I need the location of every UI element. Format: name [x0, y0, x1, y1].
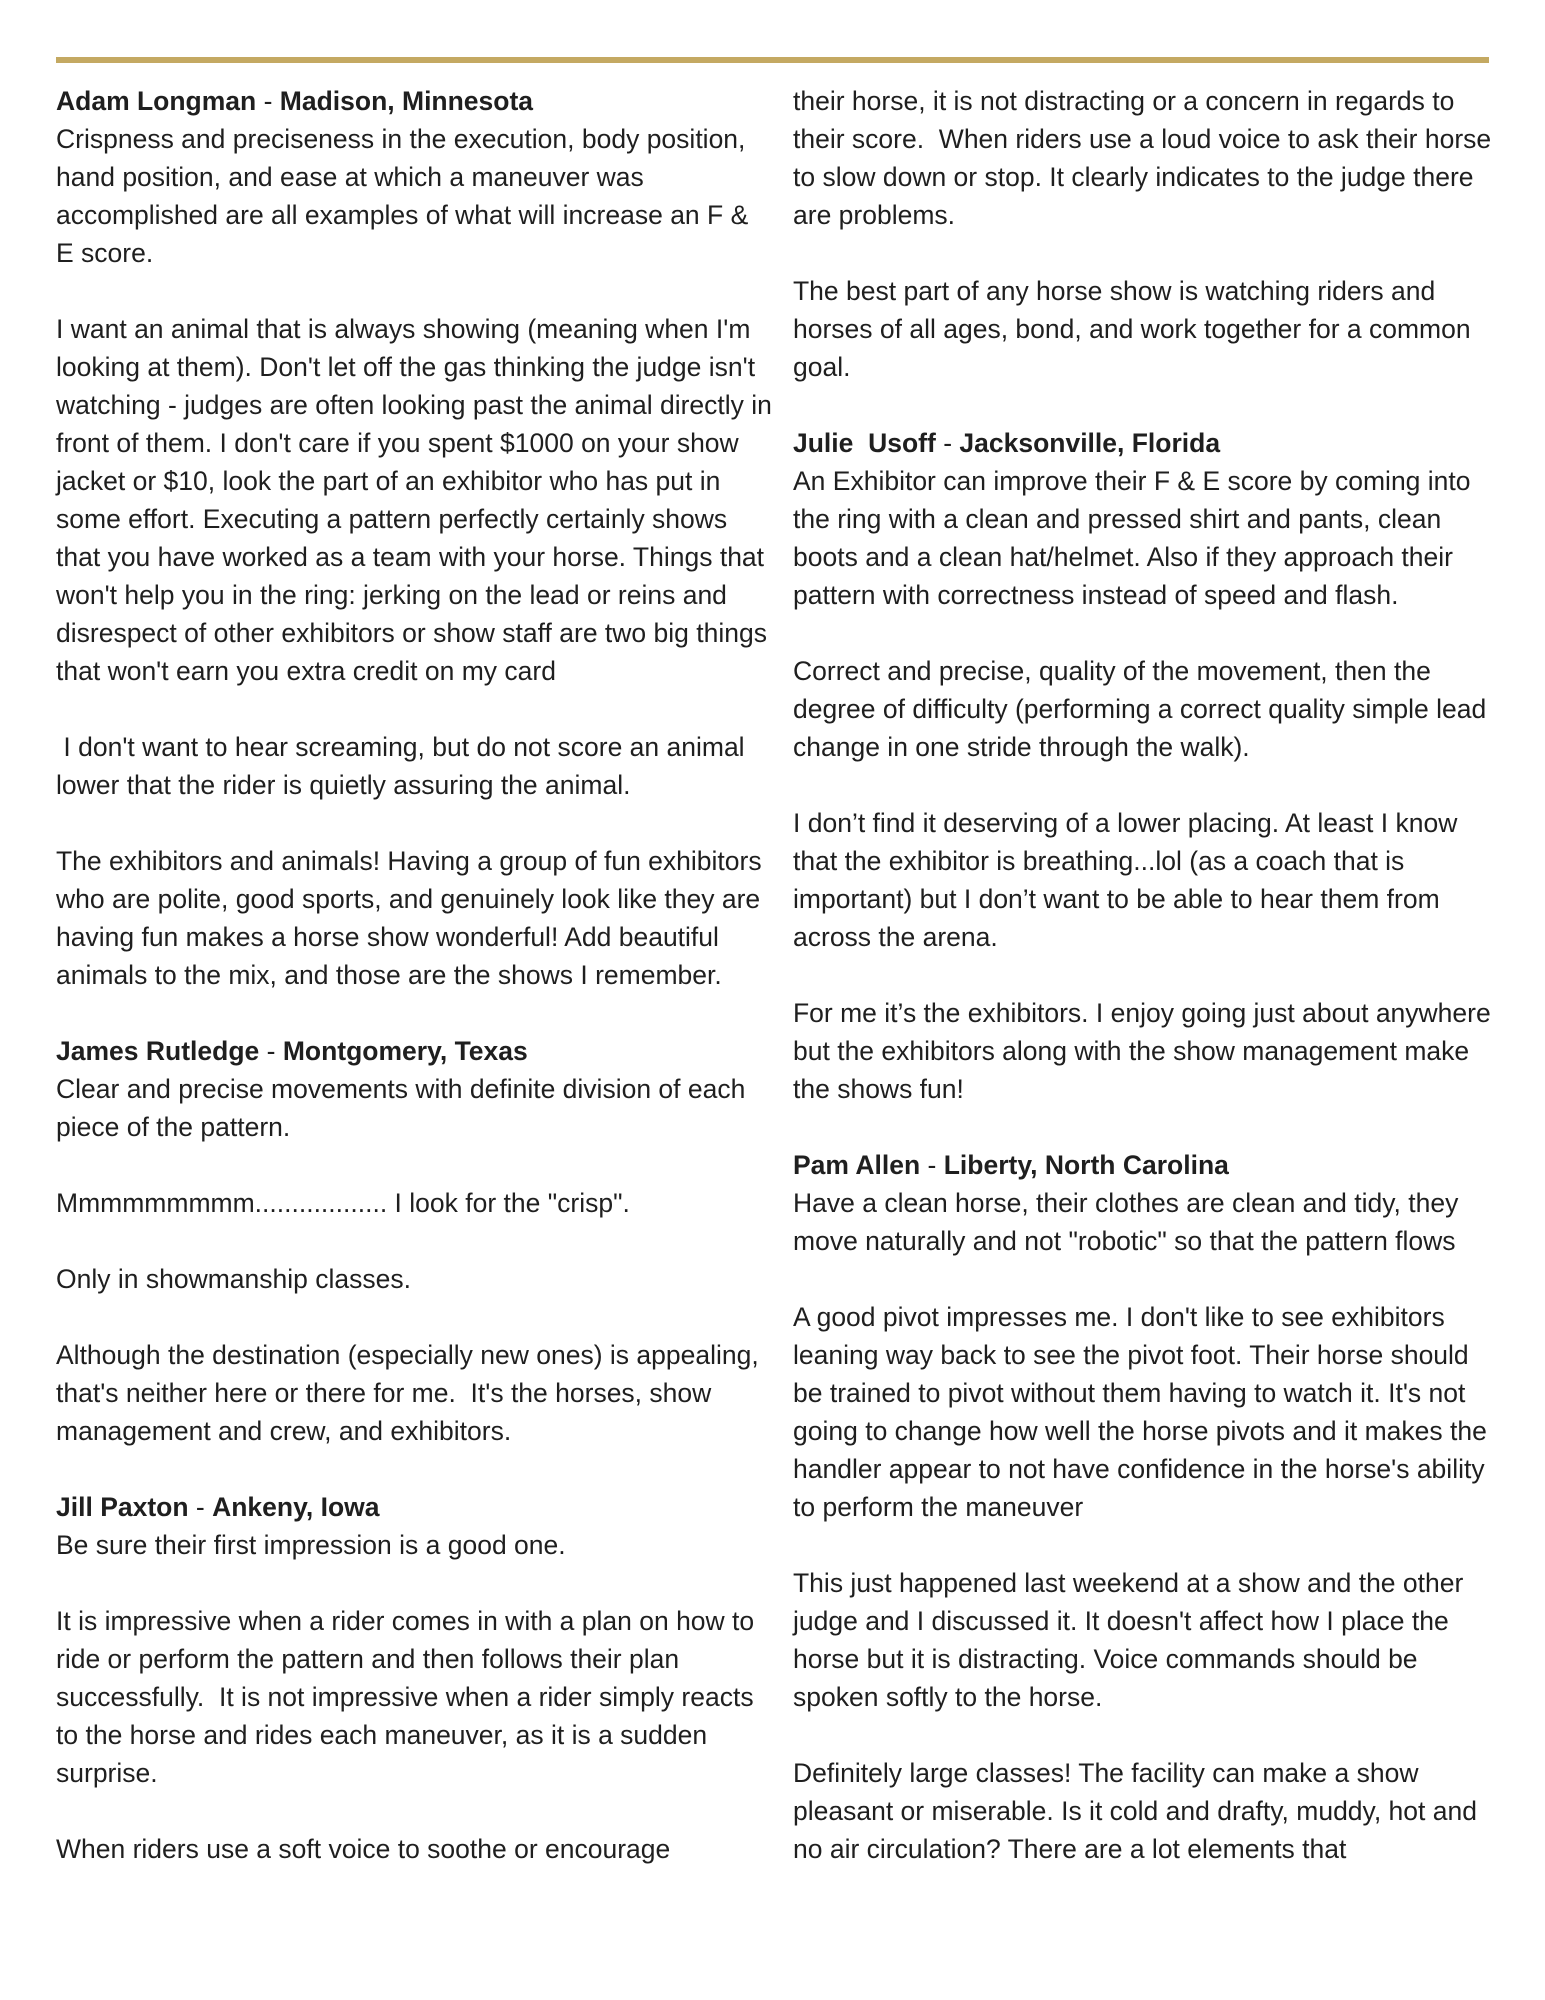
- right-column: [793, 82, 1499, 1906]
- continued-paragraph: The best part of any horse show is watching riders and horses of all ages, bond, and work together for a common goal.: [793, 276, 1478, 382]
- name-separator: -: [188, 1492, 213, 1522]
- judge-block: [56, 1032, 772, 1146]
- name-separator: -: [920, 1150, 944, 1180]
- answer-paragraph: A good pivot impresses me. I don't like to see exhibitors leaning way back to see the pivot foot. Their horse should be trained to pivot without them having to watch it. It's not going to change how well the horse pivots and it makes the handler appear to not have confidence in the horse's ability to perform the maneuver: [793, 1302, 1495, 1522]
- judge-location: Ankeny, Iowa: [212, 1492, 380, 1522]
- answer-paragraph: This just happened last weekend at a show and the other judge and I discussed it. It doesn't affect how I place the horse but it is distracting. Voice commands should be spoken softly to the horse.: [793, 1568, 1471, 1712]
- answer-paragraph: Only in showmanship classes.: [56, 1264, 411, 1294]
- judge-name: Pam Allen: [793, 1150, 921, 1180]
- answer-paragraph: I want an animal that is always showing (meaning when I'm looking at them). Don't let off the gas thinking the judge isn't watching - judges are often looking past the animal directly in front of them. I don't care if you spent $1000 on your show jacket or $10, look the part of an exhibitor who has put in some effort. Executing a pattern perfectly certainly shows that you have worked as a team with your horse. Things that won't help you in the ring: jerking on the lead or reins and disrespect of other exhibitors or show staff are two big things that won't earn you extra credit on my card: [56, 314, 780, 686]
- answer-paragraph: Have a clean horse, their clothes are clean and tidy, they move naturally and not "robotic" so that the pattern flows: [793, 1188, 1466, 1256]
- answer-paragraph: It is impressive when a rider comes in with a plan on how to ride or perform the pattern and then follows their plan successfully. It is not impressive when a rider simply reacts to the horse and rides each maneuver, as it is a sudden surprise.: [56, 1606, 762, 1788]
- answer-paragraph: Be sure their first impression is a good one.: [56, 1530, 566, 1560]
- answer-paragraph: An Exhibitor can improve their F & E score by coming into the ring with a clean and pressed shirt and pants, clean boots and a clean hat/helmet. Also if they approach their pattern with correctness instead of speed and flash.: [793, 466, 1478, 610]
- judge-name: Julie Usoff: [793, 428, 936, 458]
- judge-name: Adam Longman: [56, 86, 257, 116]
- answer-paragraph: I don’t find it deserving of a lower placing. At least I know that the exhibitor is breathing...lol (as a coach that is important) but I don’t want to be able to hear them from across the arena.: [793, 808, 1465, 952]
- continued-paragraph: their horse, it is not distracting or a concern in regards to their score. When riders use a loud voice to ask their horse to slow down or stop. It clearly indicates to the judge there are problems.: [793, 86, 1499, 230]
- judge-location: Madison, Minnesota: [279, 86, 534, 116]
- answer-paragraph: Definitely large classes! The facility can make a show pleasant or miserable. Is it cold and drafty, muddy, hot and no air circulation? There are a lot elements that: [793, 1758, 1485, 1864]
- top-divider-rule: [56, 57, 1489, 63]
- answer-paragraph: I don't want to hear screaming, but do not score an animal lower that the rider is quietly assuring the animal.: [56, 732, 752, 800]
- answer-paragraph: The exhibitors and animals! Having a group of fun exhibitors who are polite, good sports, and genuinely look like they are having fun makes a horse show wonderful! Add beautiful animals to the mix, and those are the shows I remember.: [56, 846, 769, 990]
- answer-paragraph: Although the destination (especially new ones) is appealing, that's neither here or there for me. It's the horses, show management and crew, and exhibitors.: [56, 1340, 767, 1446]
- judge-location: Montgomery, Texas: [282, 1036, 528, 1066]
- judge-block: [793, 1146, 1493, 1260]
- answer-paragraph: When riders use a soft voice to soothe or encourage: [56, 1834, 671, 1864]
- answer-paragraph: Clear and precise movements with definite division of each piece of the pattern.: [56, 1074, 753, 1142]
- name-separator: -: [259, 1036, 283, 1066]
- judge-name: Jill Paxton: [56, 1492, 189, 1522]
- judge-location: Liberty, North Carolina: [943, 1150, 1229, 1180]
- left-column: [56, 82, 780, 1906]
- answer-paragraph: Crispness and preciseness in the execution, body position, hand position, and ease at which a maneuver was accomplished are all examples of what will increase an F & E score.: [56, 124, 756, 268]
- answer-paragraph: Mmmmmmmmm.................. I look for the "crisp".: [56, 1188, 630, 1218]
- answer-paragraph: Correct and precise, quality of the movement, then the degree of difficulty (performing a correct quality simple lead change in one stride through the walk).: [793, 656, 1494, 762]
- judge-block: [793, 424, 1493, 614]
- judge-location: Jacksonville, Florida: [959, 428, 1221, 458]
- judge-name: James Rutledge: [56, 1036, 260, 1066]
- name-separator: -: [256, 86, 280, 116]
- answer-paragraph: For me it’s the exhibitors. I enjoy going just about anywhere but the exhibitors along with the show management make the shows fun!: [793, 998, 1499, 1104]
- name-separator: -: [935, 428, 960, 458]
- judge-block: [56, 1488, 772, 1564]
- judge-block: [56, 82, 772, 272]
